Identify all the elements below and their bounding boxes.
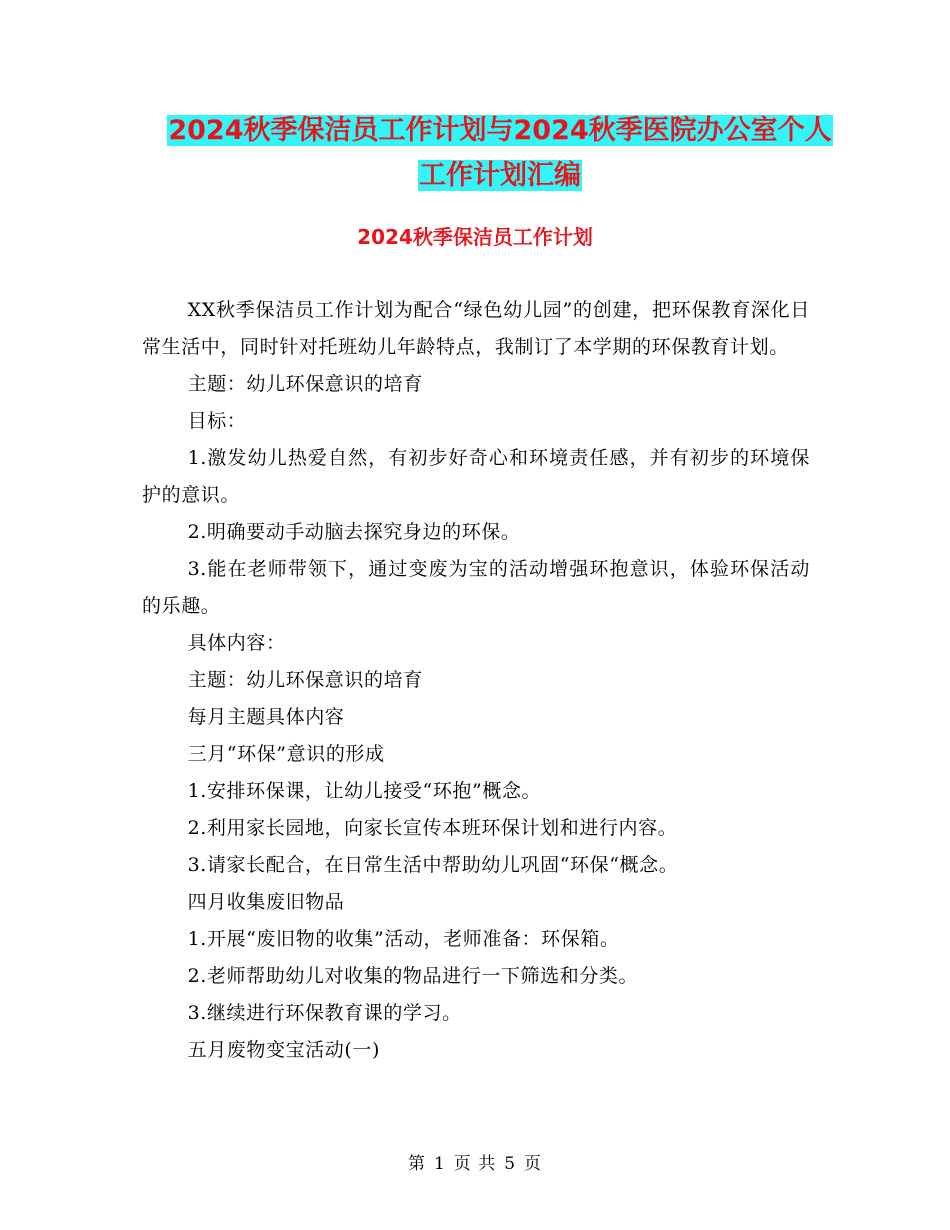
page-total: 5 [504,1154,517,1174]
paragraph: XX秋季保洁员工作计划为配合“绿色幼儿园”的创建，把环保教育深化日常生活中，同时针对托班幼儿年龄特点，我制订了本学期的环保教育计划。 [142,299,810,358]
section-heading: 2024秋季保洁员工作计划 [357,225,593,249]
paragraph: 2.利用家长园地，向家长宣传本班环保计划和进行内容。 [187,817,678,839]
page-number: 1 [433,1154,446,1174]
paragraph: 3.请家长配合，在日常生活中帮助幼儿巩固“环保“概念。 [187,854,679,876]
paragraph: 每月主题具体内容 [187,706,345,728]
footer-prefix: 第 [407,1154,426,1174]
paragraph: 2.明确要动手动脑去探究身边的环保。 [187,521,521,543]
paragraph: 主题：幼儿环保意识的培育 [187,373,423,395]
paragraph: 3.继续进行环保教育课的学习。 [187,1002,462,1024]
document-title [140,108,860,198]
page-footer [0,1152,950,1176]
paragraph: 四月收集废旧物品 [187,891,345,913]
paragraph: 三月“环保”意识的形成 [187,743,385,765]
title-line-2: 工作计划汇编 [419,160,581,191]
footer-middle: 页 共 [453,1154,497,1174]
paragraph: 3.能在老师带领下，通过变废为宝的活动增强环抱意识，体验环保活动的乐趣。 [142,558,810,617]
document-body [142,292,810,1069]
paragraph: 1.开展“废旧物的收集”活动，老师准备：环保箱。 [187,928,620,950]
footer-suffix: 页 [524,1154,543,1174]
title-line-1: 2024秋季保洁员工作计划与2024秋季医院办公室个人 [168,115,832,146]
paragraph: 主题：幼儿环保意识的培育 [187,669,423,691]
paragraph: 五月废物变宝活动(一) [187,1039,381,1061]
paragraph: 1.激发幼儿热爱自然，有初步好奇心和环境责任感，并有初步的环境保护的意识。 [142,447,810,506]
paragraph: 2.老师帮助幼儿对收集的物品进行一下筛选和分类。 [187,965,639,987]
paragraph: 1.安排环保课，让幼儿接受“环抱”概念。 [187,780,542,802]
paragraph: 具体内容： [187,632,286,654]
paragraph: 目标： [187,410,247,432]
